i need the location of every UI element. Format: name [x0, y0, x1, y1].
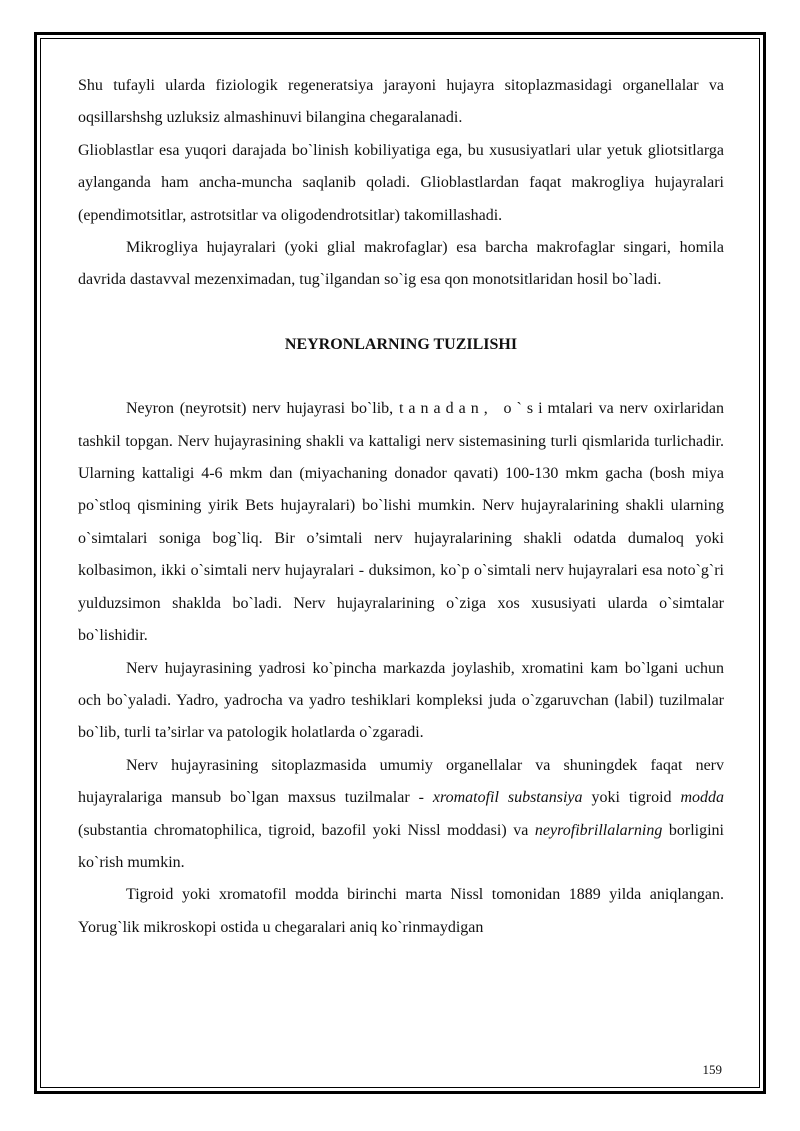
section-heading: NEYRONLARNING TUZILISHI	[284, 335, 518, 353]
cytoplasm-term-modda: modda	[680, 789, 725, 807]
paragraph-neuron-spaced: tanadan, o`si	[398, 400, 548, 418]
paragraph-3: Mikrogliya hujayralari (yoki glial makrofaglar) esa barcha makrofaglar singari, homila davrida dastavval mezenximadan, tug`ilgandan so`ig esa qon monotsitlaridan hosil bo`ladi.	[78, 239, 724, 289]
cytoplasm-term-neyrofibrillalar: neyrofibrillalarning	[534, 821, 663, 839]
cytoplasm-part-g: borligini ko`rish mumkin.	[78, 821, 725, 871]
page-content	[78, 70, 724, 944]
paragraph-neuron-part-a: Neyron (neyrotsit) nerv hujayrasi bo`lib,	[126, 400, 399, 418]
paragraph-nucleus: Nerv hujayrasining yadrosi ko`pincha markazda joylashib, xromatini kam bo`lgani uchun och bo`yaladi. Yadro, yadrocha va yadro teshiklari kompleksi juda o`zgaruvchan (labil) tuzilmalar bo`lib, turli ta’sirlar va patologik holatlarda o`zgaradi.	[78, 659, 724, 742]
paragraph-1: Shu tufayli ularda fiziologik regeneratsiya jarayoni hujayra sitoplazmasidagi organellalar va oqsillarshshg uzluksiz almashinuvi bilangina chegaralanadi.	[78, 77, 724, 127]
cytoplasm-part-a: Nerv hujayrasining sitoplazmasida umumiy organellalar va shuningdek faqat nerv hujayralariga mansub bo`lgan maxsus tuzilmalar -	[78, 756, 724, 807]
paragraph-tigroid: Tigroid yoki xromatofil modda birinchi marta Nissl tomonidan 1889 yilda aniqlangan. Yorug`lik mikroskopi ostida u chegaralari aniq ko`rinmaydigan	[78, 886, 724, 936]
cytoplasm-part-c: yoki tigroid	[582, 789, 681, 807]
paragraph-2: Glioblastlar esa yuqori darajada bo`linish kobiliyatiga ega, bu xususiyatlari ular yetuk gliotsitlarga aylanganda ham ancha-muncha saqlanib qoladi. Glioblastlardan faqat makrogliya hujayralari (ependimotsitlar, astrotsitlar va oligodendrotsitlar) takomillashadi.	[78, 141, 724, 224]
cytoplasm-part-e: (substantia chromatophilica, tigroid, bazofil yoki Nissl moddasi) va	[78, 821, 535, 839]
paragraph-neuron-part-c: mtalari va nerv oxirlaridan tashkil topgan. Nerv hujayrasining shakli va kattaligi nerv sistemasining turli qismlarida turlichadir. Ularning kattaligi 4-6 mkm dan (miyachaning donador qavati) 100-130 mkm gacha (bosh miya po`stloq qismining yirik Bets hujayralari) bo`lishi mumkin. Nerv hujayralarining shakli ularning o`simtalari soniga bog`liq. Bir o’simtali nerv hujayralarining shakli odatda dumaloq yoki kolbasimon, ikki o`simtali nerv hujayralari - duksimon, ko`p o`simtali nerv hujayralari esa noto`g`ri yulduzsimon shaklda bo`ladi. Nerv hujayralarining o`ziga xos xususiyati ularda o`simtalar bo`lishidir.	[78, 400, 724, 645]
page-number: 159	[702, 1062, 722, 1077]
paragraph-cytoplasm	[78, 750, 724, 880]
paragraph-neuron	[78, 393, 724, 652]
cytoplasm-term-chromatophil: xromatofil substansiya	[432, 789, 583, 807]
